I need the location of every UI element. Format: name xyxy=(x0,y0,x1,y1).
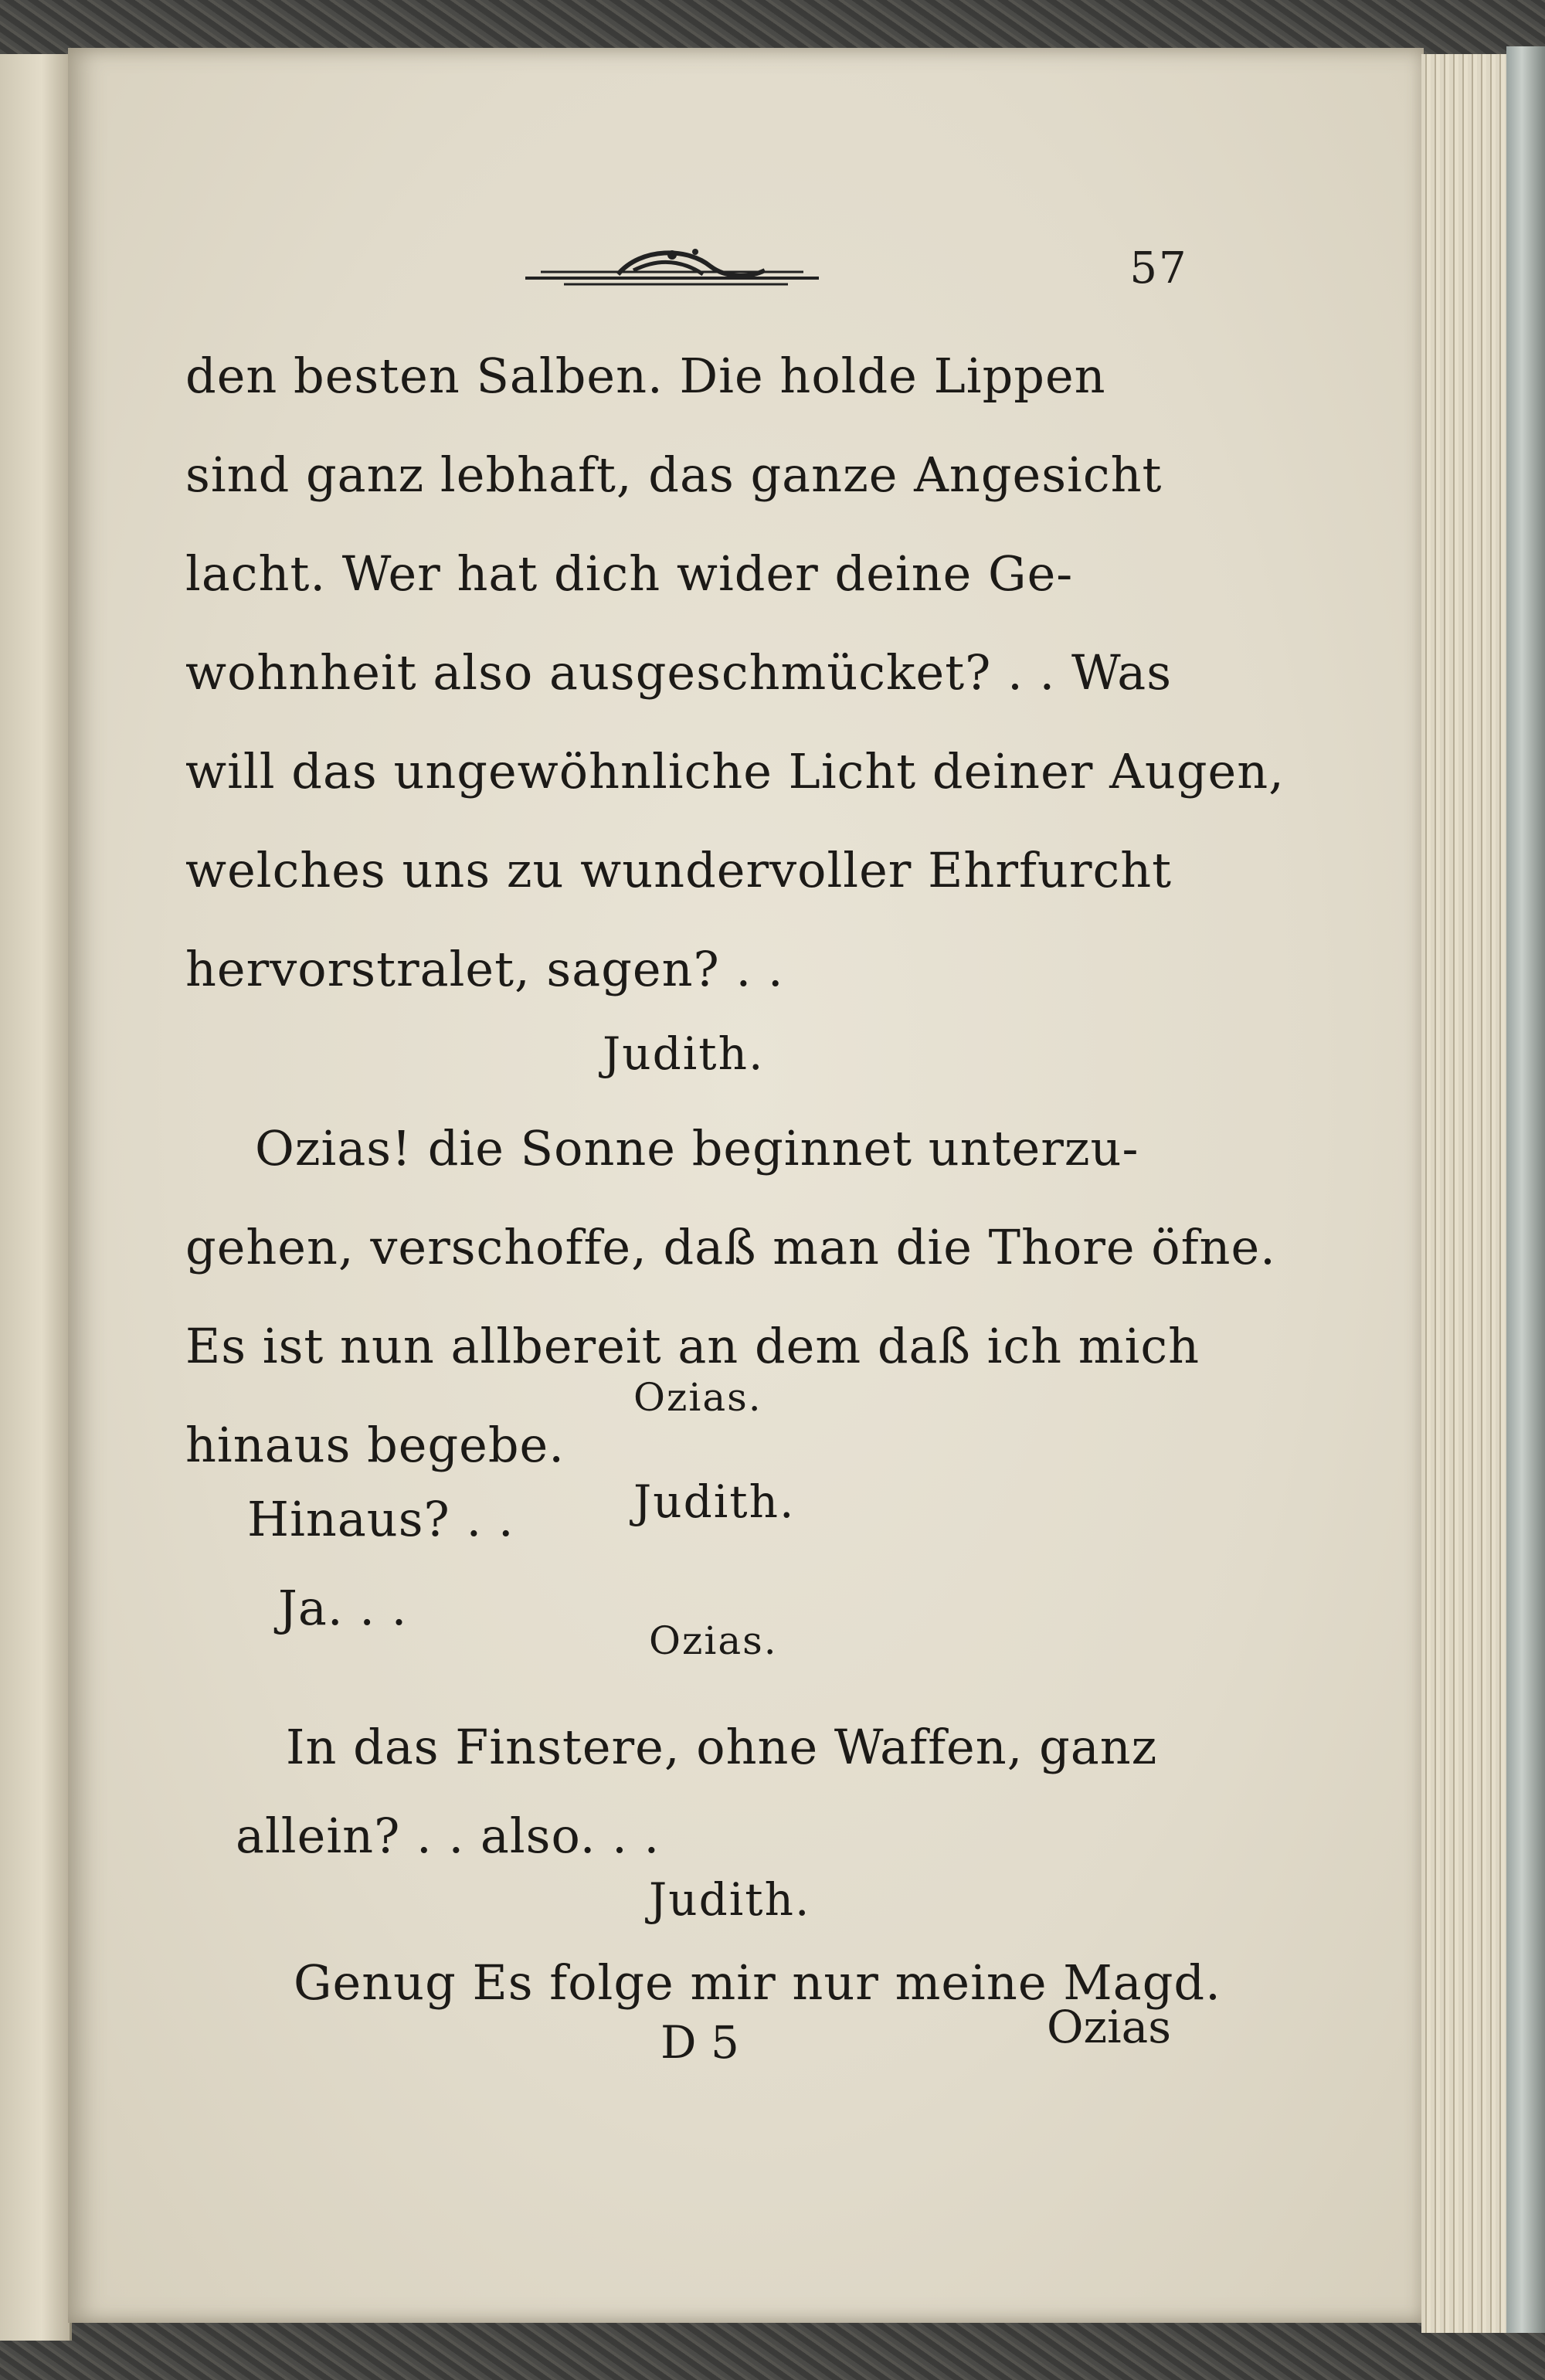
page-stack-edge xyxy=(1421,54,1517,2333)
catchword: Ozias xyxy=(1047,2001,1172,2053)
speaker-heading: Judith. xyxy=(633,1475,796,1528)
text-line: allein? . . also. . . xyxy=(236,1808,660,1864)
cover-board-edge xyxy=(1506,46,1545,2333)
text-line: hinaus begebe. xyxy=(185,1417,565,1473)
text-line: will das ungewöhnliche Licht deiner Augen, xyxy=(185,743,1285,800)
text-line: Ozias! die Sonne beginnet unterzu- xyxy=(255,1120,1139,1176)
speaker-heading: Ozias. xyxy=(633,1375,762,1420)
text-line: welches uns zu wundervoller Ehrfurcht xyxy=(185,842,1173,898)
text-line: Es ist nun allbereit an dem daß ich mich xyxy=(185,1318,1200,1374)
text-line: sind ganz lebhaft, das ganze Angesicht xyxy=(185,446,1163,503)
text-line: Ja. . . xyxy=(278,1580,408,1636)
text-line: gehen, verschoffe, daß man die Thore öfne. xyxy=(185,1219,1276,1275)
text-line: Genug Es folge mir nur meine Magd. xyxy=(294,1954,1221,2011)
decorative-headpiece-icon xyxy=(518,232,827,301)
left-page-edge xyxy=(0,54,72,2341)
speaker-heading: Judith. xyxy=(649,1873,811,1926)
speaker-heading: Judith. xyxy=(603,1027,765,1080)
text-line: den besten Salben. Die holde Lippen xyxy=(185,348,1106,404)
text-line: Hinaus? . . xyxy=(247,1491,514,1547)
page-number: 57 xyxy=(1129,243,1188,294)
text-line: lacht. Wer hat dich wider deine Ge- xyxy=(185,545,1074,602)
text-line: hervorstralet, sagen? . . xyxy=(185,941,784,997)
signature-mark: D 5 xyxy=(660,2016,739,2069)
text-line: wohnheit also ausgeschmücket? . . Was xyxy=(185,644,1173,701)
speaker-heading: Ozias. xyxy=(649,1618,778,1663)
text-line: In das Finstere, ohne Waffen, ganz xyxy=(286,1719,1158,1775)
